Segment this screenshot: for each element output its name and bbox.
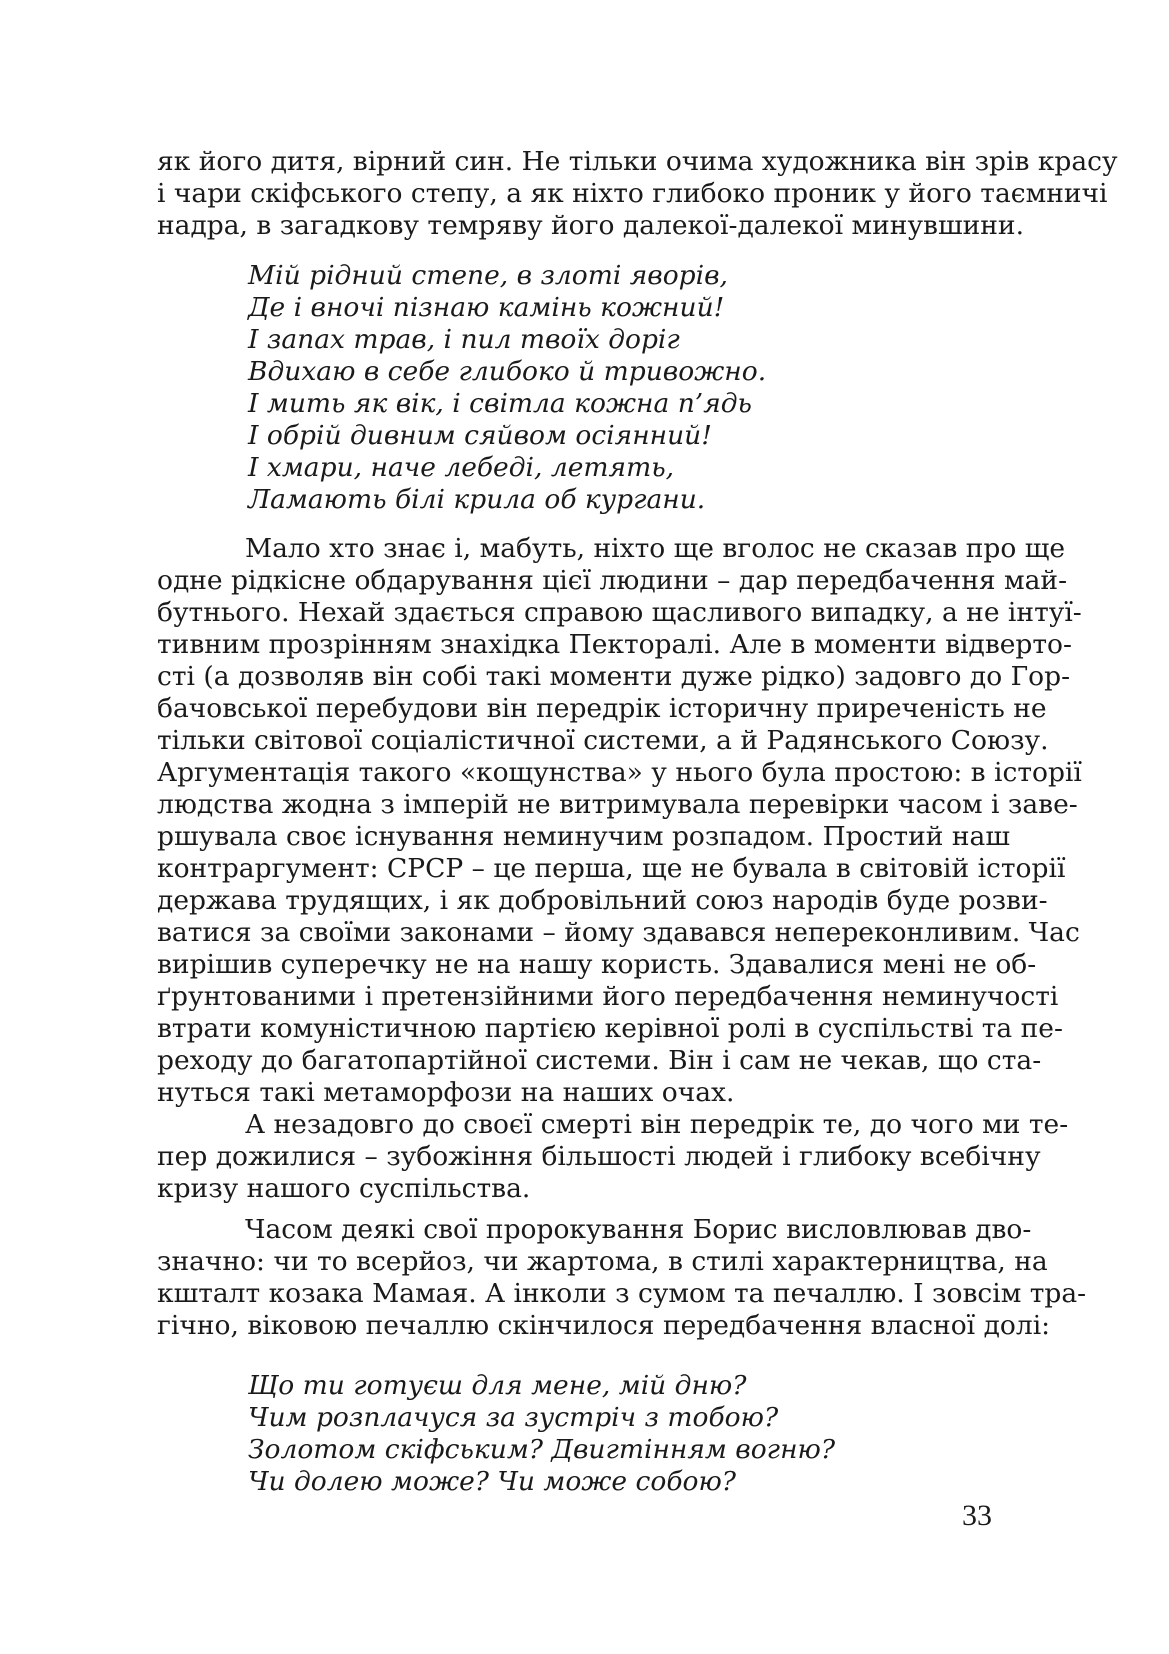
para2-line-8: Аргументація такого «кощунства» у нього була простою: в історії bbox=[157, 757, 1082, 788]
para4-line-2: значно: чи то всерйоз, чи жартома, в стилі характерництва, на bbox=[157, 1246, 1048, 1277]
para2-line-17: реходу до багатопартійної системи. Він і сам не чекав, що ста- bbox=[157, 1045, 1042, 1076]
para2-line-16: втрати комуністичною партією керівної ролі в суспільстві та пе- bbox=[157, 1013, 1063, 1044]
verse1-line-2: Де і вночі пізнаю камінь кожний! bbox=[248, 292, 725, 323]
verse1-line-4: Вдихаю в себе глибоко й тривожно. bbox=[248, 356, 767, 387]
para2-line-9: людства жодна з імперій не витримувала перевірки часом і заве- bbox=[157, 789, 1078, 820]
verse2-line-1: Що ти готуєш для мене, мій дню? bbox=[248, 1370, 747, 1401]
para2-line-13: ватися за своїми законами – йому здавався непереконливим. Час bbox=[157, 917, 1080, 948]
para4-line-3: кшталт козака Мамая. А інколи з сумом та печаллю. І зовсім тра- bbox=[157, 1278, 1087, 1309]
verse1-line-6: І обрій дивним сяйвом осіянний! bbox=[248, 420, 712, 451]
verse1-line-1: Мій рідний степе, в злоті яворів, bbox=[248, 260, 728, 291]
verse1-line-8: Ламають білі крила об кургани. bbox=[248, 484, 706, 515]
para2-line-14: вирішив суперечку не на нашу користь. Здавалися мені не об- bbox=[157, 949, 1037, 980]
para3-line-3: кризу нашого суспільства. bbox=[157, 1173, 531, 1204]
para3-line-2: пер дожилися – зубожіння більшості людей і глибоку всебічну bbox=[157, 1141, 1041, 1172]
para2-line-5: сті (а дозволяв він собі такі моменти дуже рідко) задовго до Гор- bbox=[157, 661, 1071, 692]
verse1-line-7: І хмари, наче лебеді, летять, bbox=[248, 452, 675, 483]
para1-line-1: як його дитя, вірний син. Не тільки очима художника він зрів красу bbox=[157, 146, 1118, 177]
para2-line-6: бачовської перебудови він передрік історичну приреченість не bbox=[157, 693, 1047, 724]
para4-line-4: гічно, віковою печаллю скінчилося передбачення власної долі: bbox=[157, 1310, 1051, 1341]
para2-line-4: тивним прозрінням знахідка Пекторалі. Але в моменти відверто- bbox=[157, 629, 1072, 660]
verse1-line-3: І запах трав, і пил твоїх доріг bbox=[248, 324, 680, 355]
para2-line-18: нуться такі метаморфози на наших очах. bbox=[157, 1077, 735, 1108]
para2-line-7: тільки світової соціалістичної системи, а й Радянського Союзу. bbox=[157, 725, 1049, 756]
para2-line-3: бутнього. Нехай здається справою щасливого випадку, а не інтуї- bbox=[157, 597, 1082, 628]
para2-line-15: ґрунтованими і претензійними його передбачення неминучості bbox=[157, 981, 1059, 1012]
verse2-line-3: Золотом скіфським? Двигтінням вогню? bbox=[248, 1434, 836, 1465]
para2-line-10: ршувала своє існування неминучим розпадом. Простий наш bbox=[157, 821, 1010, 852]
para2-line-1: Мало хто знає і, мабуть, ніхто ще вголос не сказав про ще bbox=[245, 533, 1066, 564]
para3-line-1: А незадовго до своєї смерті він передрік те, до чого ми те- bbox=[245, 1109, 1069, 1140]
page-number: 33 bbox=[962, 1499, 992, 1532]
para2-line-2: одне рідкісне обдарування цієї людини – дар передбачення май- bbox=[157, 565, 1068, 596]
para2-line-12: держава трудящих, і як добровільний союз народів буде розви- bbox=[157, 885, 1048, 916]
verse1-line-5: І мить як вік, і світла кожна п’ядь bbox=[248, 388, 752, 419]
para1-line-3: надра, в загадкову темряву його далекої-далекої минувшини. bbox=[157, 210, 1025, 241]
para4-line-1: Часом деякі свої пророкування Борис висловлював дво- bbox=[245, 1214, 1032, 1245]
para2-line-11: контраргумент: СРСР – це перша, ще не бувала в світовій історії bbox=[157, 853, 1066, 884]
verse2-line-2: Чим розплачуся за зустріч з тобою? bbox=[248, 1402, 779, 1433]
verse2-line-4: Чи долею може? Чи може собою? bbox=[248, 1466, 736, 1497]
para1-line-2: і чари скіфського степу, а як ніхто глибоко проник у його таємничі bbox=[157, 178, 1108, 209]
